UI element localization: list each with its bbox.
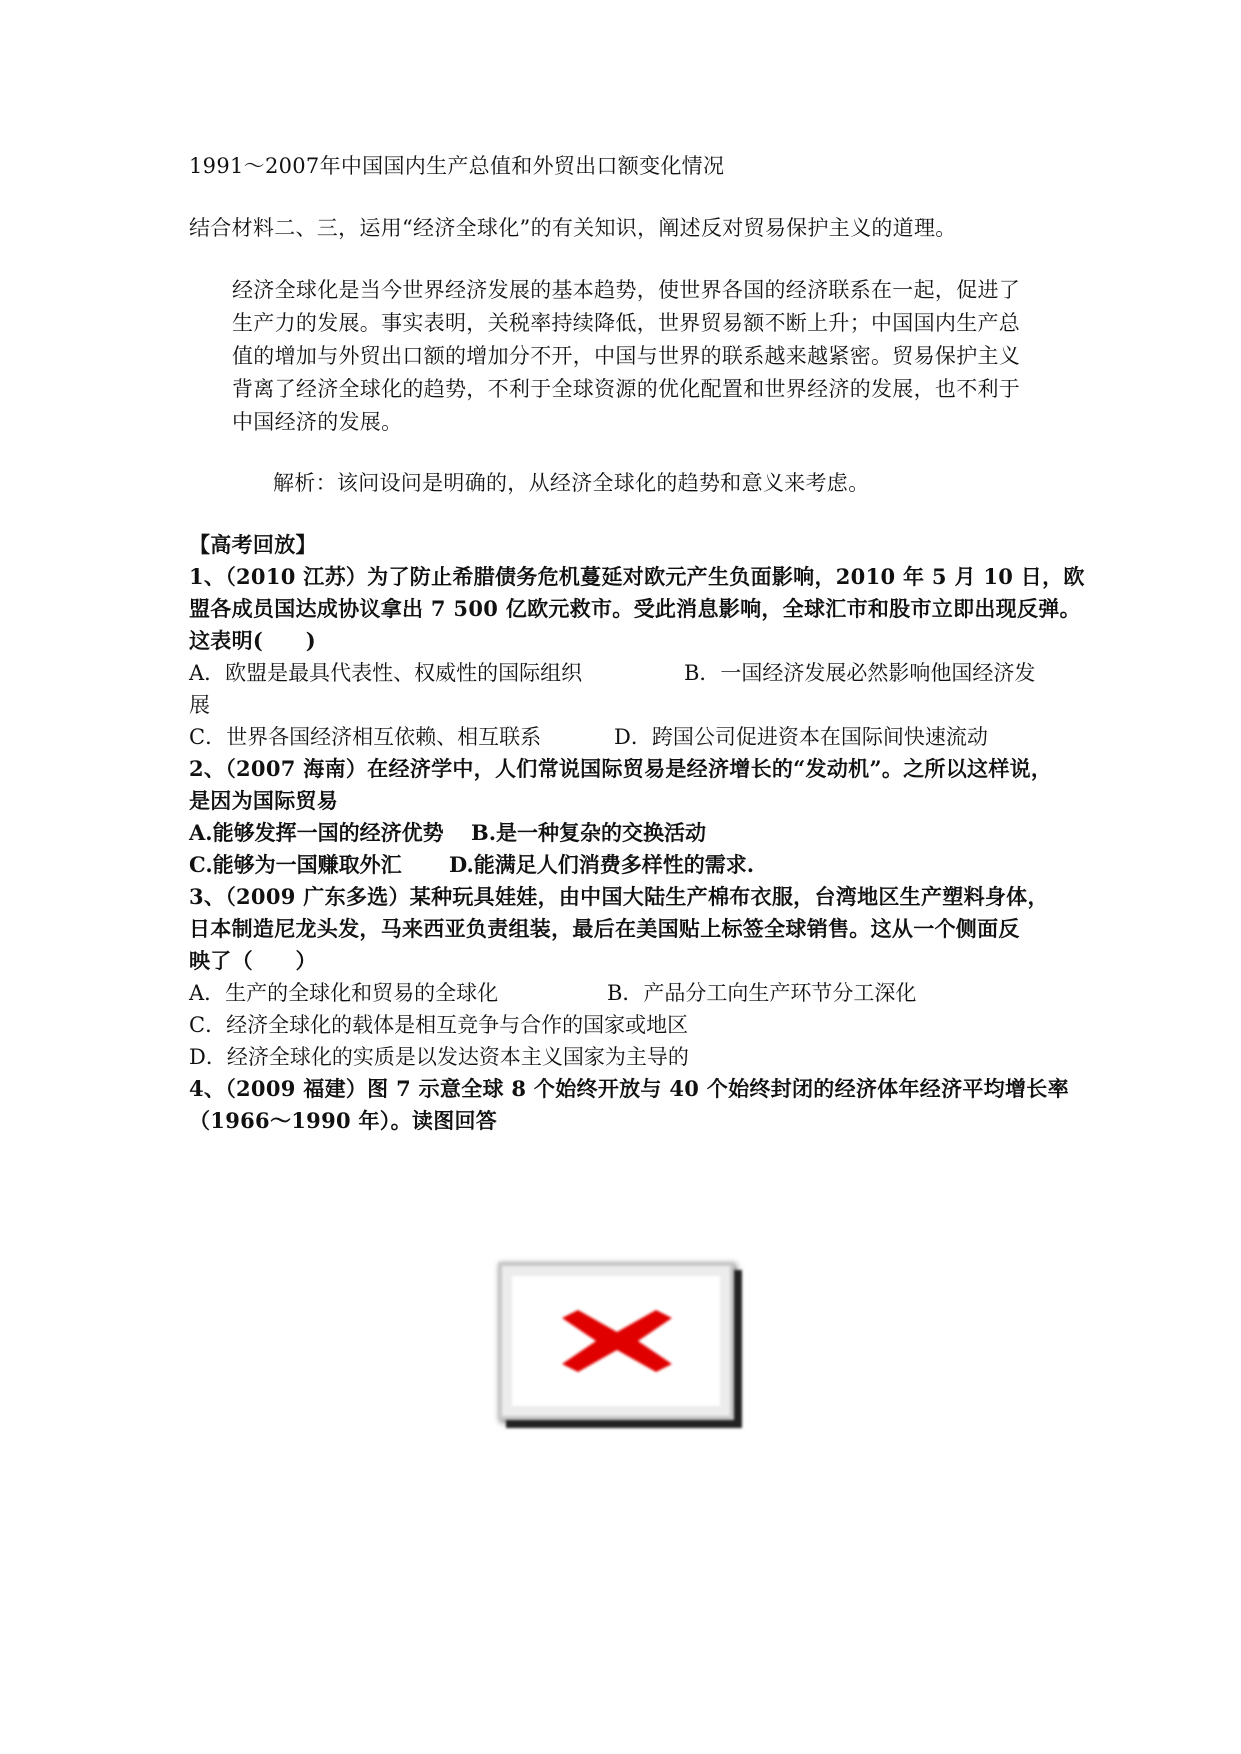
question-text: 结合材料二、三，运用“经济全球化”的有关知识，阐述反对贸易保护主义的道理。 bbox=[189, 216, 957, 240]
q4-stem-line: 4、（2009 福建）图 7 示意全球 8 个始终开放与 40 个始终封闭的经济体年经济平均增长率 bbox=[189, 1076, 1069, 1101]
answer-line: 经济全球化是当今世界经济发展的基本趋势，使世界各国的经济联系在一起，促进了 bbox=[232, 278, 1021, 302]
q1-option-b-wrap: 展 bbox=[189, 693, 210, 717]
q2-stem-line: 是因为国际贸易 bbox=[189, 788, 339, 813]
q1-option-a: A．欧盟是最具代表性、权威性的国际组织 bbox=[189, 661, 583, 685]
q2-option-d: D.能满足人们消费多样性的需求. bbox=[449, 852, 755, 877]
answer-line: 值的增加与外贸出口额的增加分不开，中国与世界的联系越来越紧密。贸易保护主义 bbox=[232, 344, 1021, 368]
q2-stem-line: 2、（2007 海南）在经济学中，人们常说国际贸易是经济增长的“发动机”。之所以这样说， bbox=[189, 756, 1053, 781]
figure-caption: 1991～2007年中国国内生产总值和外贸出口额变化情况 bbox=[189, 154, 725, 178]
q3-option-d: D．经济全球化的实质是以发达资本主义国家为主导的 bbox=[189, 1045, 689, 1069]
q2-option-b: B.是一种复杂的交换活动 bbox=[471, 820, 707, 845]
answer-line: 生产力的发展。事实表明，关税率持续降低，世界贸易额不断上升；中国国内生产总 bbox=[232, 311, 1021, 335]
answer-line: 背离了经济全球化的趋势，不利于全球资源的优化配置和世界经济的发展，也不利于 bbox=[232, 377, 1021, 401]
broken-image-icon bbox=[562, 1310, 672, 1372]
q3-option-a: A．生产的全球化和贸易的全球化 bbox=[189, 981, 499, 1005]
q2-option-a: A.能够发挥一国的经济优势 bbox=[189, 820, 444, 845]
analysis-text: 解析：该问设问是明确的，从经济全球化的趋势和意义来考虑。 bbox=[273, 471, 870, 495]
q3-stem-line: 映了（ ） bbox=[189, 948, 317, 973]
q1-option-d: D．跨国公司促进资本在国际间快速流动 bbox=[614, 725, 988, 749]
q1-stem-line: 1、（2010 江苏）为了防止希腊债务危机蔓延对欧元产生负面影响，2010 年 5 月 10 日，欧 bbox=[189, 564, 1085, 589]
broken-image-placeholder bbox=[498, 1262, 734, 1420]
q3-stem-line: 日本制造尼龙头发，马来西亚负责组装，最后在美国贴上标签全球销售。这从一个侧面反 bbox=[189, 916, 1020, 941]
section-title: 【高考回放】 bbox=[189, 532, 317, 557]
q4-stem-line: （1966～1990 年）。读图回答 bbox=[189, 1108, 498, 1133]
answer-line: 中国经济的发展。 bbox=[232, 410, 403, 434]
q1-option-b: B．一国经济发展必然影响他国经济发 bbox=[684, 661, 1036, 685]
q3-stem-line: 3、（2009 广东多选）某种玩具娃娃，由中国大陆生产棉布衣服，台湾地区生产塑料身体， bbox=[189, 884, 1049, 909]
q1-stem-line: 盟各成员国达成协议拿出 7 500 亿欧元救市。受此消息影响，全球汇市和股市立即出现反弹。 bbox=[189, 596, 1081, 621]
q3-option-b: B．产品分工向生产环节分工深化 bbox=[607, 981, 917, 1005]
q1-stem-line: 这表明( ) bbox=[189, 628, 316, 653]
q3-option-c: C．经济全球化的载体是相互竞争与合作的国家或地区 bbox=[189, 1013, 689, 1037]
q1-option-c: C．世界各国经济相互依赖、相互联系 bbox=[189, 725, 542, 749]
q2-option-c: C.能够为一国赚取外汇 bbox=[189, 852, 402, 877]
